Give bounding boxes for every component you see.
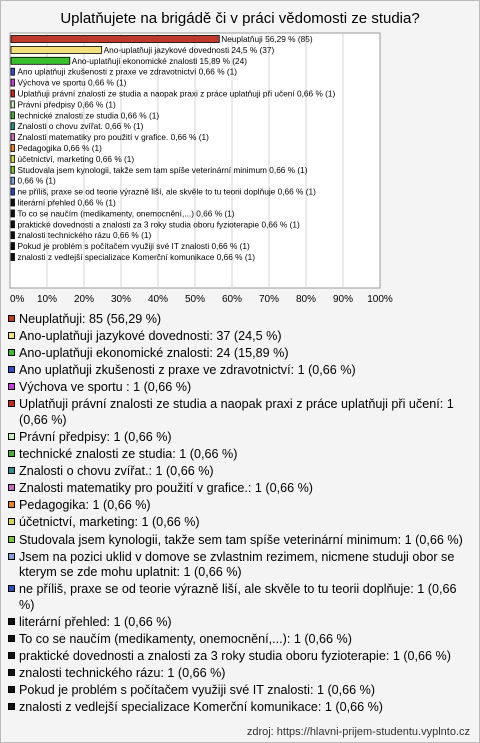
legend-swatch xyxy=(8,467,15,474)
legend-swatch xyxy=(8,618,15,625)
bar xyxy=(11,221,15,228)
bar xyxy=(11,57,70,64)
legend-label: znalosti technického rázu: 1 (0,66 %) xyxy=(19,665,226,680)
bar xyxy=(11,155,15,162)
legend-item xyxy=(8,533,474,548)
bar xyxy=(11,145,15,152)
legend-swatch xyxy=(8,349,15,356)
bar-label: Neuplatňuji 56,29 % (85) xyxy=(221,34,313,44)
bar xyxy=(11,123,15,130)
x-tick-label: 60% xyxy=(221,294,243,305)
bar xyxy=(11,79,15,86)
bar-label: Znalosti matematiky pro použití v grafice. 0,66 % (1) xyxy=(17,132,209,143)
legend-item xyxy=(8,700,474,715)
legend-item xyxy=(8,632,474,647)
legend-swatch xyxy=(8,366,15,373)
x-tick-label: 70% xyxy=(258,294,280,305)
bar xyxy=(11,101,15,108)
legend-label: Ano-uplatňuji ekonomické znalosti: 24 (15,89 %) xyxy=(19,346,289,361)
bar-label: účetnictví, marketing 0,66 % (1) xyxy=(17,153,135,164)
bar xyxy=(11,232,15,239)
x-tick-label: 100% xyxy=(367,294,393,305)
bar-label: Pedagogika 0,66 % (1) xyxy=(17,143,102,153)
legend-item xyxy=(8,683,474,698)
bar-label: Znalosti o chovu zvířat. 0,66 % (1) xyxy=(17,121,144,132)
bar xyxy=(11,210,15,217)
legend-label: Znalosti matematiky pro použití v grafice.: 1 (0,66 %) xyxy=(19,481,313,496)
bar-label: Ano-uplatňuji jazykové dovednosti 24,5 % (37) xyxy=(103,44,275,55)
bar-label: literární přehled 0,66 % (1) xyxy=(17,197,116,208)
bar-label: Výchova ve sportu 0,66 % (1) xyxy=(17,77,127,88)
bar-label: Ano-uplatňuji ekonomické znalosti 15,89 % (24) xyxy=(71,55,248,66)
bar xyxy=(11,112,15,119)
bar-label: praktické dovednosti a znalosti za 3 roky studia oboru fyzioterapie 0,66 % (1) xyxy=(17,219,300,230)
legend-swatch xyxy=(8,518,15,525)
legend-item xyxy=(8,498,474,513)
bar-chart-plot xyxy=(0,0,480,310)
bar xyxy=(11,46,102,53)
legend-item xyxy=(8,363,474,378)
bar-label: ne příliš, praxe se od teorie výrazně liší, ale skvěle to tu teorii doplňuje 0,66 % (1) xyxy=(17,186,316,197)
bar-label: Ano uplatňuji zkušenosti z praxe ve zdravotnictví 0,66 % (1) xyxy=(17,66,238,77)
legend-swatch xyxy=(8,433,15,440)
legend-item xyxy=(8,481,474,496)
legend-item xyxy=(8,464,474,479)
legend-label: Pedagogika: 1 (0,66 %) xyxy=(19,498,151,513)
legend-swatch xyxy=(8,383,15,390)
legend-item xyxy=(8,615,474,630)
legend-swatch xyxy=(8,553,15,560)
legend-swatch xyxy=(8,585,15,592)
x-tick-label: 80% xyxy=(295,294,317,305)
legend-swatch xyxy=(8,501,15,508)
legend-label: účetnictví, marketing: 1 (0,66 %) xyxy=(19,515,200,530)
legend-item xyxy=(8,447,474,462)
legend-label: Uplatňuji právní znalosti ze studia a naopak praxi z práce uplatňuji při učení: 1 (0,66 %) xyxy=(19,397,454,427)
legend-item xyxy=(8,582,474,613)
legend-label: Výchova ve sportu : 1 (0,66 %) xyxy=(19,380,192,395)
legend-item xyxy=(8,666,474,681)
legend-swatch xyxy=(8,400,15,407)
bar xyxy=(11,188,15,195)
legend-label: Ano uplatňuji zkušenosti z praxe ve zdravotnictví: 1 (0,66 %) xyxy=(19,363,356,378)
legend-label: praktické dovednosti a znalosti za 3 roky studia oboru fyzioterapie: 1 (0,66 %) xyxy=(19,648,451,663)
legend-item xyxy=(8,515,474,530)
legend-item xyxy=(8,346,474,361)
bar xyxy=(11,254,15,261)
bar-label: 0,66 % (1) xyxy=(17,175,56,186)
legend-swatch xyxy=(8,635,15,642)
legend-item xyxy=(8,430,474,445)
legend-swatch xyxy=(8,669,15,676)
legend-label: technické znalosti ze studia: 1 (0,66 %) xyxy=(19,447,238,462)
legend-swatch xyxy=(8,703,15,710)
bar xyxy=(11,134,15,141)
legend-swatch xyxy=(8,686,15,693)
legend-item xyxy=(8,397,474,428)
bar-label: To co se naučím (medikamenty, onemocnění,...) 0,66 % (1) xyxy=(17,208,235,219)
bar xyxy=(11,68,15,75)
bar-label: Uplatňuji právní znalosti ze studia a naopak praxi z práce uplatňuji při učení 0,66 % (1) xyxy=(17,88,336,99)
bar-label: Pokud je problém s počítačem využiji své IT znalosti 0,66 % (1) xyxy=(17,241,250,252)
legend-item xyxy=(8,312,474,327)
legend-label: Studovala jsem kynologii, takže sem tam spíše veterinární minimum: 1 (0,66 %) xyxy=(19,532,463,547)
bar-label: technické znalosti ze studia 0,66 % (1) xyxy=(17,110,160,121)
legend-label: ne příliš, praxe se od teorie výrazně liší, ale skvěle to tu teorii doplňuje: 1 (0,66 %) xyxy=(19,582,457,612)
legend-swatch xyxy=(8,484,15,491)
legend-label: Neuplatňuji: 85 (56,29 %) xyxy=(19,312,162,326)
legend-label: znalosti z vedlejší specializace Komerční komunikace: 1 (0,66 %) xyxy=(19,700,383,715)
legend-item xyxy=(8,649,474,664)
x-tick-label: 30% xyxy=(110,294,132,305)
legend-item xyxy=(8,550,474,581)
source-credit: zdroj: https://hlavni-prijem-studentu.vyplnto.cz xyxy=(246,726,470,738)
x-tick-label: 90% xyxy=(332,294,354,305)
x-tick-label: 50% xyxy=(184,294,206,305)
bar xyxy=(11,199,15,206)
bar-label: znalosti technického rázu 0,66 % (1) xyxy=(17,230,152,241)
legend-swatch xyxy=(8,332,15,339)
x-tick-label: 40% xyxy=(147,294,169,305)
chart-legend xyxy=(8,312,474,717)
bar xyxy=(11,90,15,97)
legend-label: To co se naučím (medikamenty, onemocnění,...): 1 (0,66 %) xyxy=(19,631,352,646)
legend-label: Pokud je problém s počítačem využiji své IT znalosti: 1 (0,66 %) xyxy=(19,683,376,697)
bar-label: Právní předpisy 0,66 % (1) xyxy=(17,99,116,110)
bar xyxy=(11,243,15,250)
legend-swatch xyxy=(8,652,15,659)
bar-label: znalosti z vedlejší specializace Komerční komunikace 0,66 % (1) xyxy=(17,252,255,262)
legend-swatch xyxy=(8,315,15,322)
legend-swatch xyxy=(8,450,15,457)
legend-label: Jsem na pozici uklid v domove se zvlastnim rezimem, nicmene studuji obor se kterym se zde mohu uplatnit: 1 (0,66 %) xyxy=(19,549,455,580)
bar xyxy=(11,166,15,173)
x-tick-label: 0% xyxy=(10,294,25,305)
legend-item xyxy=(8,380,474,395)
legend-item xyxy=(8,329,474,344)
bar xyxy=(11,36,219,43)
legend-label: Právní předpisy: 1 (0,66 %) xyxy=(19,429,172,444)
legend-label: Znalosti o chovu zvířat.: 1 (0,66 %) xyxy=(19,464,214,479)
chart-title: Uplatňujete na brigádě či v práci vědomosti ze studia? xyxy=(60,10,420,27)
x-tick-label: 20% xyxy=(73,294,95,305)
legend-label: Ano-uplatňuji jazykové dovednosti: 37 (24,5 %) xyxy=(19,329,282,344)
legend-swatch xyxy=(8,536,15,543)
x-tick-label: 10% xyxy=(36,294,58,305)
bar xyxy=(11,177,15,184)
legend-label: literární přehled: 1 (0,66 %) xyxy=(19,614,172,629)
bar-label: Studovala jsem kynologii, takže sem tam spíše veterinární minimum 0,66 % (1) xyxy=(17,164,308,175)
